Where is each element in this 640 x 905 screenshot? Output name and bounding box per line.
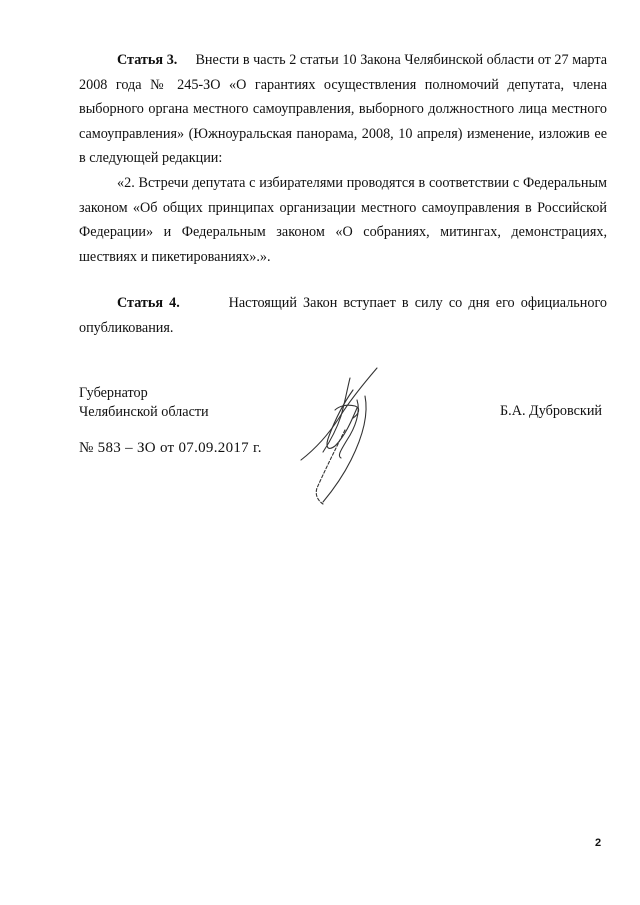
quoted-amendment-paragraph: «2. Встречи депутата с избирателями проводятся в соответствии с Федеральным законом «Об общих принципах организации местного самоуправления в Российской Федерации» и Федеральным законом «О собраниях, митингах, демонстрациях, шествиях и пикетированиях».».	[79, 175, 607, 265]
signatory-name: Б.А. Дубровский	[500, 403, 603, 419]
article-3-text: Внести в часть 2 статьи 10 Закона Челябинской области от 27 марта 2008 года № 245-ЗО «О гарантиях осуществления полномочий депутата, члена выборного органа местного самоуправления, выборного должностного лица местного самоуправления» (Южноуральская панорама, 2008, 10 апреля) изменение, изложив ее в следующей редакции:	[79, 52, 607, 166]
page-number: 2	[595, 837, 602, 849]
article-4-text: Настоящий Закон вступает в силу со дня его официального опубликования.	[79, 295, 608, 336]
handwritten-signature	[295, 360, 390, 510]
article-4-label: Статья 4.	[117, 295, 180, 311]
signatory-title	[79, 384, 209, 422]
signatory-title-line2: Челябинской области	[79, 404, 209, 420]
signatory-title-line1: Губернатор	[79, 385, 148, 401]
law-number: № 583 – ЗО от 07.09.2017 г.	[79, 440, 262, 456]
article-4-paragraph	[79, 291, 607, 340]
article-3-label: Статья 3.	[117, 52, 178, 68]
article-3-paragraph	[79, 48, 607, 171]
